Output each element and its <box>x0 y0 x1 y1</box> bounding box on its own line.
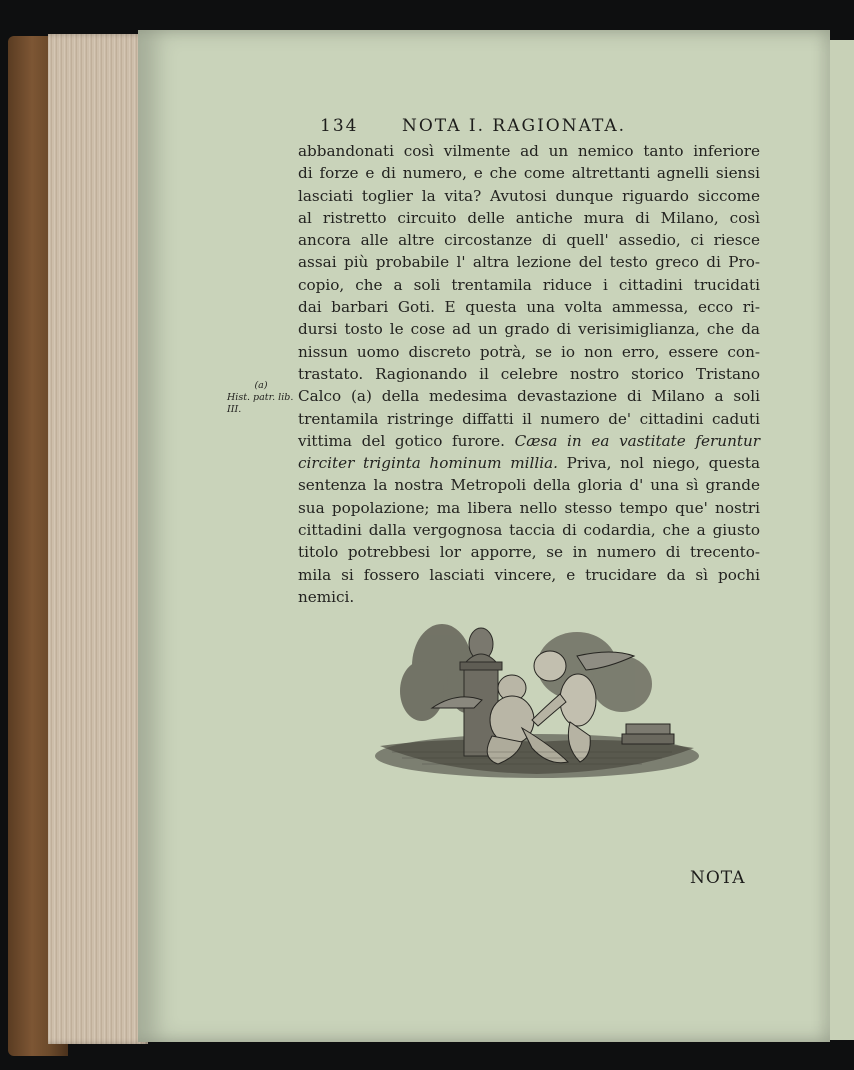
text-line: copio, che a soli trentamila riduce i cittadini trucidati <box>298 275 760 294</box>
text-line: trentamila ristringe diffatti il numero de' cittadini caduti <box>298 409 760 428</box>
text-line: trastato. Ragionando il celebre nostro storico Tristano <box>298 364 760 383</box>
body-text <box>298 140 760 608</box>
text-line: cittadini dalla vergognosa taccia di codardia, che a giusto <box>298 521 760 540</box>
text-line: di forze e di numero, e che come altrettanti agnelli siensi <box>298 164 760 183</box>
marginal-note <box>227 380 295 416</box>
text-line: dai barbari Goti. E questa una volta ammessa, ecco ri- <box>298 298 760 317</box>
text-line-with-quote <box>298 452 760 474</box>
latin-quote: circiter triginta hominum millia. <box>298 454 558 473</box>
text-line: assai più probabile l' altra lezione del testo greco di Pro- <box>298 253 760 272</box>
note-marker: (a) <box>254 380 268 391</box>
text-line: mila si fossero lasciati vincere, e trucidare da sì pochi <box>298 565 760 584</box>
text-line: abbandonati così vilmente ad un nemico tanto inferiore <box>298 142 760 160</box>
note-text: Hist. patr. lib. III. <box>227 392 294 415</box>
text-line: Calco (a) della medesima devastazione di Milano a soli <box>298 387 760 406</box>
page-number: 134 <box>320 116 359 136</box>
text-line: sentenza la nostra Metropoli della gloria d' una sì grande <box>298 476 760 495</box>
text-line: lasciati toglier la vita? Avutosi dunque riguardo siccome <box>298 186 760 205</box>
text-segment: vittima del gotico furore. <box>298 431 505 450</box>
running-title: NOTA I. RAGIONATA. <box>402 116 627 136</box>
latin-quote: Cæsa in ea vastitate feruntur <box>514 431 760 450</box>
text-line: ancora alle altre circostanze di quell' assedio, ci riesce <box>298 231 760 250</box>
page-edges <box>48 34 148 1044</box>
text-segment <box>505 432 515 450</box>
running-header <box>320 116 760 138</box>
text-line: nemici. <box>298 587 355 606</box>
text-line: al ristretto circuito delle antiche mura di Milano, così <box>298 208 760 227</box>
text-segment: Priva, nol niego, questa <box>557 454 761 473</box>
text-line: sua popolazione; ma libera nello stesso tempo que' nostri <box>298 498 760 517</box>
engraved-vignette-putti <box>372 596 702 792</box>
text-line: nissun uomo discreto potrà, se io non erro, essere con- <box>298 342 760 361</box>
text-line-with-quote <box>298 430 760 452</box>
catchword: NOTA <box>690 868 746 888</box>
text-line: titolo potrebbesi lor apporre, se in numero di trecento- <box>298 543 760 562</box>
text-line: dursi tosto le cose ad un grado di verisimiglianza, che da <box>298 320 760 339</box>
